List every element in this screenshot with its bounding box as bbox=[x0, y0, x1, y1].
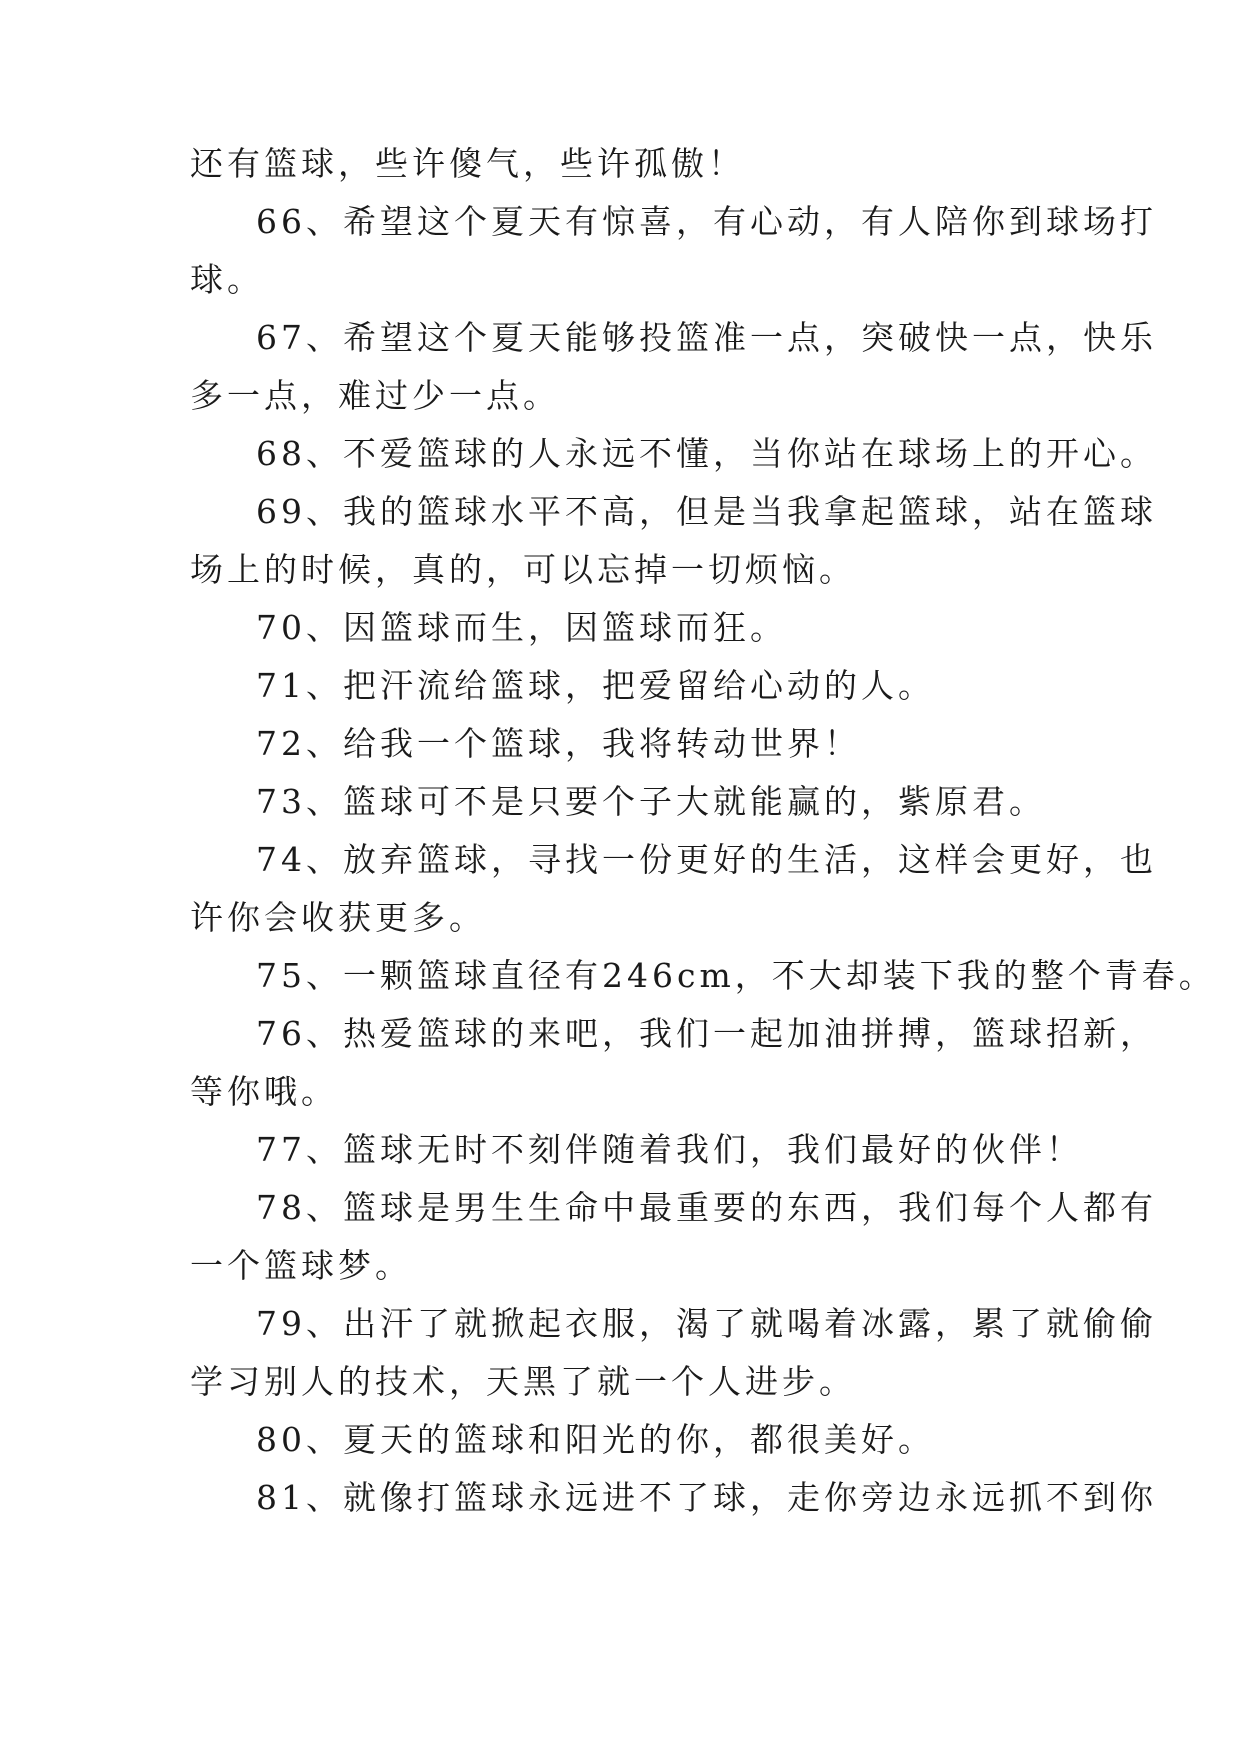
text-line: 71、把汗流给篮球，把爱留给心动的人。 bbox=[256, 666, 935, 705]
text-line: 79、出汗了就掀起衣服，渴了就喝着冰露，累了就偷偷 bbox=[256, 1304, 1157, 1343]
text-line: 学习别人的技术，天黑了就一个人进步。 bbox=[190, 1362, 856, 1401]
text-line: 多一点，难过少一点。 bbox=[190, 376, 560, 415]
text-line: 66、希望这个夏天有惊喜，有心动，有人陪你到球场打 bbox=[256, 202, 1157, 241]
text-line: 68、不爱篮球的人永远不懂，当你站在球场上的开心。 bbox=[256, 434, 1157, 473]
text-line: 69、我的篮球水平不高，但是当我拿起篮球，站在篮球 bbox=[256, 492, 1157, 531]
text-line: 球。 bbox=[190, 260, 264, 299]
text-line: 还有篮球，些许傻气，些许孤傲！ bbox=[190, 144, 745, 183]
text-line: 等你哦。 bbox=[190, 1072, 338, 1111]
text-line: 70、因篮球而生，因篮球而狂。 bbox=[256, 608, 787, 647]
text-line: 场上的时候，真的，可以忘掉一切烦恼。 bbox=[190, 550, 856, 589]
text-line: 80、夏天的篮球和阳光的你，都很美好。 bbox=[256, 1420, 935, 1459]
text-line: 74、放弃篮球，寻找一份更好的生活，这样会更好，也 bbox=[256, 840, 1157, 879]
text-line: 67、希望这个夏天能够投篮准一点，突破快一点，快乐 bbox=[256, 318, 1157, 357]
text-line: 一个篮球梦。 bbox=[190, 1246, 412, 1285]
text-line: 73、篮球可不是只要个子大就能赢的，紫原君。 bbox=[256, 782, 1046, 821]
text-line: 76、热爱篮球的来吧，我们一起加油拼搏，篮球招新， bbox=[256, 1014, 1157, 1053]
text-line: 75、一颗篮球直径有246cm，不大却装下我的整个青春。 bbox=[256, 956, 1216, 995]
text-line: 77、篮球无时不刻伴随着我们，我们最好的伙伴！ bbox=[256, 1130, 1083, 1169]
text-line: 72、给我一个篮球，我将转动世界！ bbox=[256, 724, 861, 763]
text-line: 78、篮球是男生生命中最重要的东西，我们每个人都有 bbox=[256, 1188, 1157, 1227]
text-line: 许你会收获更多。 bbox=[190, 898, 486, 937]
text-line: 81、就像打篮球永远进不了球，走你旁边永远抓不到你 bbox=[256, 1478, 1157, 1517]
